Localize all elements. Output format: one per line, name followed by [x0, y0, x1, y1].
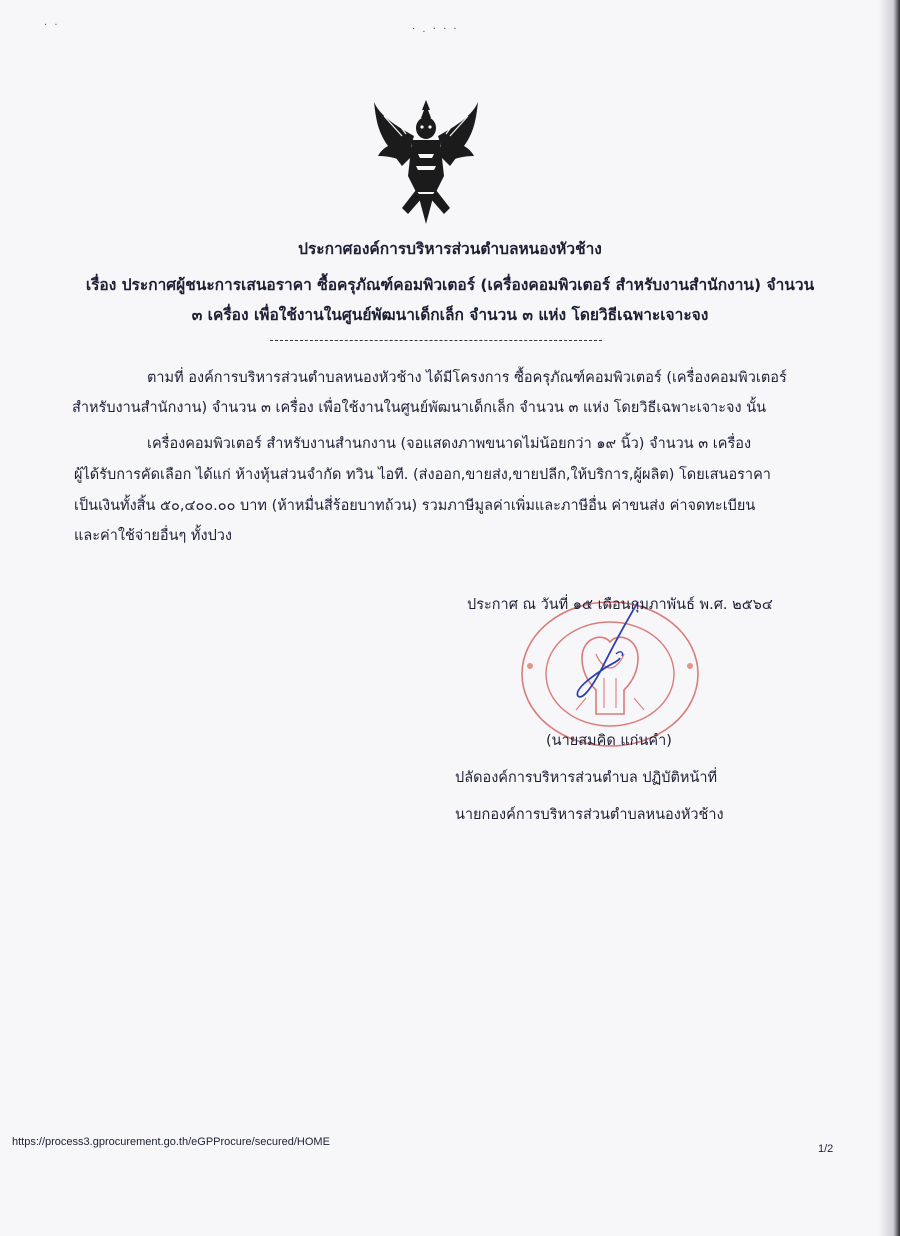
body-paragraph-1-line-1: ตามที่ องค์การบริหารส่วนตำบลหนองหัวช้าง ได้มีโครงการ ซื้อครุภัณฑ์คอมพิวเตอร์ (เครื่องคอมพิวเตอร์: [147, 370, 787, 386]
body-paragraph-2-line-3: เป็นเงินทั้งสิ้น ๕๐,๔๐๐.๐๐ บาท (ห้าหมื่นสี่ร้อยบาทถ้วน) รวมภาษีมูลค่าเพิ่มและภาษีอื่น ค่าขนส่ง ค่าจดทะเบียน: [74, 498, 756, 514]
subject-line-1: เรื่อง ประกาศผู้ชนะการเสนอราคา ซื้อครุภัณฑ์คอมพิวเตอร์ (เครื่องคอมพิวเตอร์ สำหรับงานสำนักงาน) จำนวน: [85, 276, 815, 294]
signatory-name: (นายสมคิด แก่นคำ): [546, 733, 672, 749]
dashed-divider: [270, 340, 602, 341]
body-paragraph-2-line-2: ผู้ได้รับการคัดเลือก ได้แก่ ห้างหุ้นส่วนจำกัด ทวิน ไอที. (ส่งออก,ขายส่ง,ขายปลีก,ให้บริการ,ผู้ผลิต) โดยเสนอราคา: [74, 467, 771, 483]
announcement-date: ประกาศ ณ วันที่ ๑๕ เดือนกุมภาพันธ์ พ.ศ. ๒๕๖๔: [467, 597, 773, 613]
signatory-position-2: นายกองค์การบริหารส่วนตำบลหนองหัวช้าง: [455, 807, 724, 823]
scan-speck: · ·: [44, 20, 60, 31]
scan-speck: · . · · ·: [412, 24, 459, 35]
footer-url: https://process3.gprocurement.go.th/eGPProcure/secured/HOME: [12, 1136, 330, 1148]
page-number: 1/2: [818, 1143, 834, 1155]
body-paragraph-2-line-1: เครื่องคอมพิวเตอร์ สำหรับงานสำนกงาน (จอแสดงภาพขนาดไม่น้อยกว่า ๑๙ นิ้ว) จำนวน ๓ เครื่อง: [147, 436, 752, 452]
body-paragraph-2-line-4: และค่าใช้จ่ายอื่นๆ ทั้งปวง: [74, 528, 232, 544]
body-paragraph-1-line-2: สำหรับงานสำนักงาน) จำนวน ๓ เครื่อง เพื่อใช้งานในศูนย์พัฒนาเด็กเล็ก จำนวน ๓ แห่ง โดยวิธีเฉพาะเจาะจง นั้น: [72, 400, 767, 416]
garuda-emblem-icon: [366, 96, 486, 228]
signatory-position-1: ปลัดองค์การบริหารส่วนตำบล ปฏิบัติหน้าที่: [455, 770, 718, 786]
subject-line-2: ๓ เครื่อง เพื่อใช้งานในศูนย์พัฒนาเด็กเล็ก จำนวน ๓ แห่ง โดยวิธีเฉพาะเจาะจง: [191, 306, 709, 324]
document-title: ประกาศองค์การบริหารส่วนตำบลหนองหัวช้าง: [298, 240, 602, 258]
page-edge-shadow: [878, 0, 900, 1236]
